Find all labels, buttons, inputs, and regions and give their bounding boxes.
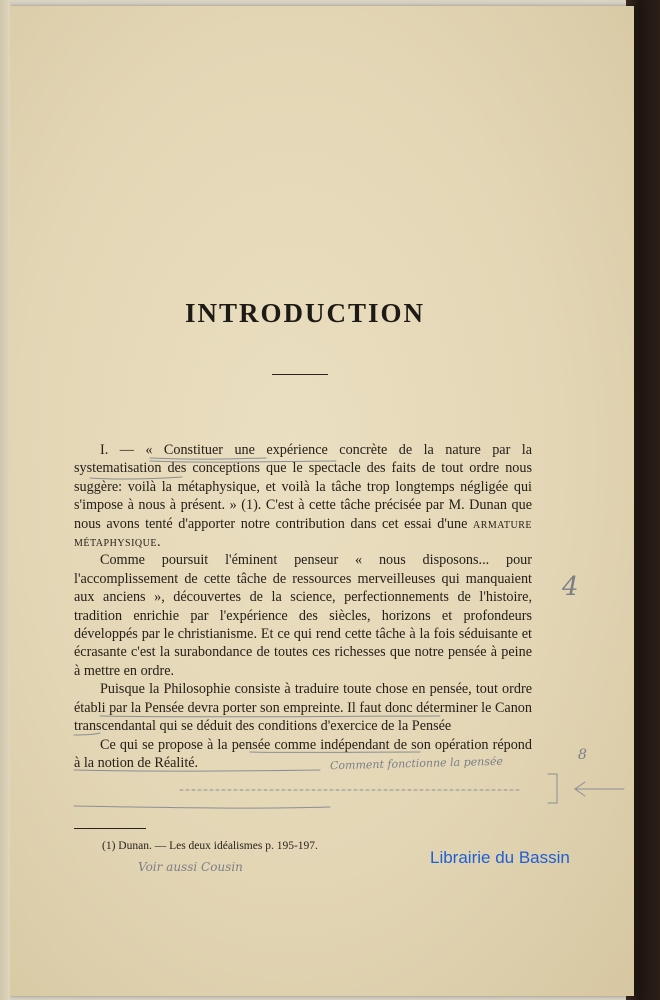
footnote-rule [74, 828, 146, 829]
page-title: INTRODUCTION [184, 298, 426, 328]
pencil-footer-note: Voir aussi Cousin [138, 860, 243, 874]
watermark: Librairie du Bassin [430, 848, 570, 867]
paragraph-1 [74, 441, 532, 551]
paragraph-1-text: I. — « Constituer une expérience concrète de la nature par la systematisation des conceptions que le spectacle des faits de tout ordre nous suggère: voilà la métaphysique, et voilà la tâche trop longtemps négligée qui s'impose à nous à présent. » (1). C'est à cette tâche précisée par M. Dunan que nous avons tenté d'apporter notre contribution dans cet essai d'une [74, 442, 532, 532]
pencil-comment: Comment fonctionne la pensée [329, 754, 504, 773]
paragraph-4: Ce qui se propose à la pensée comme indépendant de son opération répond à la notion de Réalité. [74, 736, 532, 771]
margin-mark: 4 [562, 572, 579, 602]
title-rule [272, 374, 328, 375]
page-edge [0, 0, 10, 1000]
body-text [74, 441, 532, 772]
paragraph-3: Puisque la Philosophie consiste à traduire toute chose en pensée, tout ordre établi par la Pensée devra porter son empreinte. Il faut donc déterminer le Canon transcendantal qui se déduit des conditions d'exercice de la Pensée [74, 681, 532, 735]
paragraph-2: Comme poursuit l'éminent penseur « nous disposons... pour l'accomplissement de cette tâche de ressources merveilleuses qui manquaient aux anciens », découvertes de la science, perfectionnements de l'histoire, tradition enrichie par l'expérience des siècles, horizons et profondeurs développés par le christianisme. Et ce qui rend cette tâche à la fois séduisante et écrasante c'est la surabondance de toutes ces richesses que notre pensée à peine à mettre en ordre. [74, 552, 532, 679]
margin-number: 8 [578, 747, 587, 763]
footnote: (1) Dunan. — Les deux idéalismes p. 195-197. [102, 840, 318, 852]
paragraph-1-emphasis: armature métaphysique. [74, 515, 532, 551]
